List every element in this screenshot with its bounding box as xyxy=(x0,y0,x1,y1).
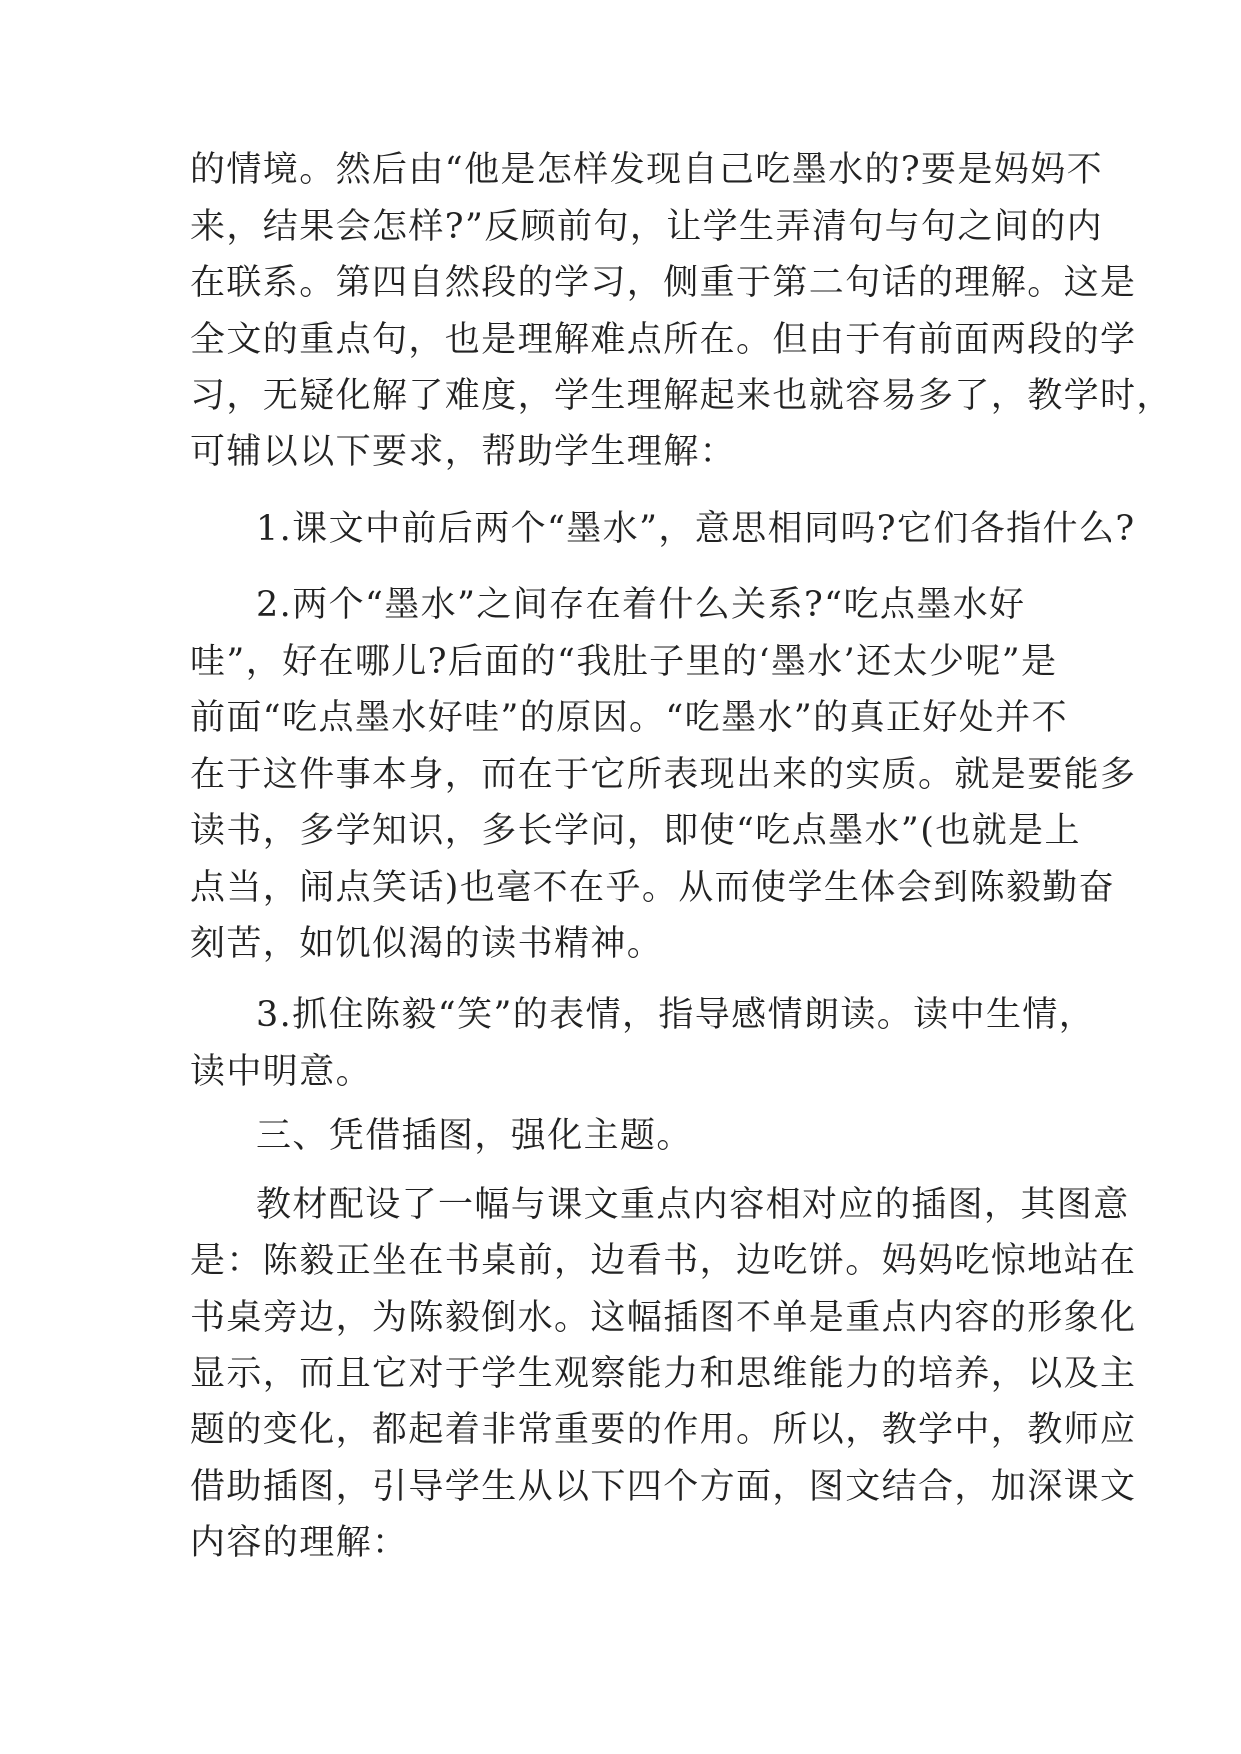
text-line: 在于这件事本身，而在于它所表现出来的实质。就是要能多 xyxy=(190,755,1137,795)
text-line: 在联系。第四自然段的学习，侧重于第二句话的理解。这是 xyxy=(190,263,1137,303)
text-line: 哇”，好在哪儿?后面的“我肚子里的‘墨水’还太少呢”是 xyxy=(190,642,1058,682)
text-line: 是：陈毅正坐在书桌前，边看书，边吃饼。妈妈吃惊地站在 xyxy=(190,1241,1137,1281)
section-heading: 三、凭借插图，强化主题。 xyxy=(256,1116,693,1156)
text-line: 借助插图，引导学生从以下四个方面，图文结合，加深课文 xyxy=(190,1467,1137,1507)
text-line: 的情境。然后由“他是怎样发现自己吃墨水的?要是妈妈不 xyxy=(190,150,1104,190)
text-line: 点当，闹点笑话)也毫不在乎。从而使学生体会到陈毅勤奋 xyxy=(190,868,1116,908)
list-item-3: 3.抓住陈毅“笑”的表情，指导感情朗读。读中生情， xyxy=(256,995,1096,1035)
text-line: 来，结果会怎样?”反顾前句，让学生弄清句与句之间的内 xyxy=(190,207,1104,247)
text-line: 可辅以以下要求，帮助学生理解： xyxy=(190,432,737,472)
list-item-2: 2.两个“墨水”之间存在着什么关系?“吃点墨水好 xyxy=(256,585,1026,625)
list-item-1: 1.课文中前后两个“墨水”，意思相同吗?它们各指什么? xyxy=(256,509,1136,549)
paragraph-start: 教材配设了一幅与课文重点内容相对应的插图，其图意 xyxy=(256,1185,1130,1225)
text-line: 读中明意。 xyxy=(190,1052,373,1092)
text-line: 题的变化，都起着非常重要的作用。所以，教学中，教师应 xyxy=(190,1410,1137,1450)
text-line: 习，无疑化解了难度，学生理解起来也就容易多了，教学时， xyxy=(190,376,1173,416)
text-line: 显示，而且它对于学生观察能力和思维能力的培养，以及主 xyxy=(190,1354,1137,1394)
text-line: 书桌旁边，为陈毅倒水。这幅插图不单是重点内容的形象化 xyxy=(190,1298,1137,1338)
text-line: 前面“吃点墨水好哇”的原因。“吃墨水”的真正好处并不 xyxy=(190,698,1068,738)
text-line: 内容的理解： xyxy=(190,1523,409,1563)
text-line: 刻苦，如饥似渴的读书精神。 xyxy=(190,924,664,964)
text-line: 全文的重点句，也是理解难点所在。但由于有前面两段的学 xyxy=(190,320,1137,360)
text-line: 读书，多学知识，多长学问，即使“吃点墨水”(也就是上 xyxy=(190,811,1081,851)
